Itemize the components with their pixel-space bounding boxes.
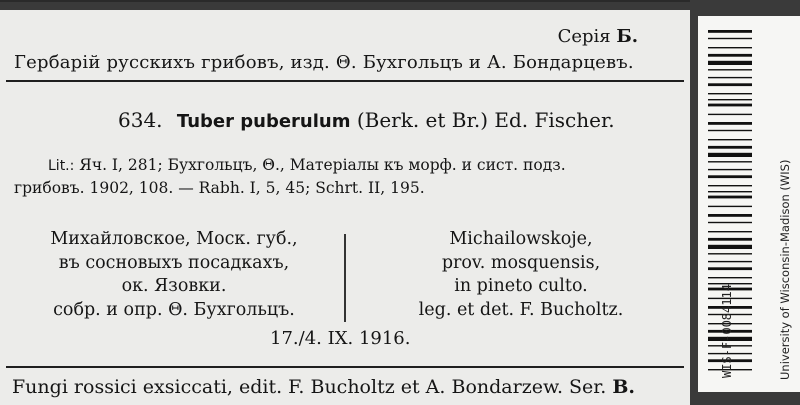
species-name (118, 108, 615, 132)
barcode-bar (708, 77, 752, 78)
footer-text: Fungi rossici exsiccati, edit. F. Bucholtz et A. Bondarzew. Ser. (12, 376, 613, 398)
label-top-edge (0, 2, 690, 10)
barcode-bar (708, 185, 752, 186)
literature-key: Lit.: (48, 158, 75, 174)
barcode-bar (708, 175, 752, 178)
locality-ru-line: собр. и опр. Θ. Бухгольцъ. (53, 299, 295, 320)
barcode-bar (708, 214, 752, 217)
footer-series-letter: B. (612, 376, 636, 398)
barcode-bar (708, 231, 752, 232)
barcode-bar (708, 54, 752, 57)
label-footer (12, 376, 635, 398)
barcode-institution: University of Wisconsin-Madison (WIS) (778, 159, 792, 380)
herbarium-label (0, 2, 690, 405)
literature-text-1: Яч. I, 281; Бухгольцъ, Θ., Матеріалы къ морф. и сист. подз. (79, 156, 566, 174)
barcode-bar (708, 206, 752, 207)
barcode-bar (708, 245, 752, 249)
locality-latin (376, 228, 666, 322)
barcode-bar (708, 253, 752, 254)
header-rule (6, 80, 684, 82)
barcode-bar (708, 161, 752, 162)
barcode-bar (708, 191, 752, 192)
literature-line-1 (48, 156, 566, 174)
barcode-bar (708, 222, 752, 223)
barcode-bar (708, 38, 752, 39)
barcode-bar (708, 61, 752, 65)
species-author: (Berk. et Br.) Ed. Fischer. (356, 108, 615, 132)
barcode-bar (708, 93, 752, 94)
column-divider (344, 234, 346, 322)
locality-lat-line: prov. mosquensis, (441, 252, 601, 273)
barcode-bar (708, 30, 752, 33)
barcode-label (698, 16, 800, 392)
barcode-bar (708, 196, 752, 199)
barcode-bar (708, 130, 752, 131)
barcode-bar (708, 139, 752, 140)
barcode-bar (708, 122, 752, 125)
barcode-number: WIS-F-0084114 (720, 284, 734, 378)
barcode-bar (708, 146, 752, 149)
label-header: Гербарій русскихъ грибовъ, изд. Θ. Бухгольцъ и А. Бондарцевъ. (14, 52, 634, 73)
locality-lat-line: leg. et det. F. Bucholtz. (418, 299, 624, 320)
barcode-bar (708, 153, 752, 157)
species-binomial: Tuber puberulum (176, 111, 351, 132)
barcode-bar (708, 104, 752, 107)
barcode-bar (708, 47, 752, 48)
collection-date: 17./4. IX. 1916. (270, 328, 411, 349)
locality-lat-line: in pineto culto. (454, 276, 588, 296)
barcode-bar (708, 169, 752, 170)
locality-lat-line: Michailowskoje, (449, 229, 593, 249)
series-letter: Б. (616, 26, 638, 47)
species-number: 634. (118, 108, 163, 132)
locality-ru-line: Михайловское, Моск. губ., (50, 229, 298, 249)
barcode-bar (708, 267, 752, 270)
barcode-bar (708, 261, 752, 262)
footer-rule (6, 366, 684, 368)
literature-line-2: грибовъ. 1902, 108. — Rabh. I, 5, 45; Schrt. II, 195. (14, 179, 425, 197)
locality-ru-line: ок. Язовки. (121, 276, 227, 296)
series-text: Серія (557, 26, 617, 47)
barcode-bar (708, 99, 752, 100)
barcode-bar (708, 114, 752, 115)
locality-russian (18, 228, 330, 322)
barcode-bar (708, 277, 752, 278)
locality-ru-line: въ сосновыхъ посадкахъ, (58, 252, 290, 273)
series-designation (558, 26, 638, 47)
barcode-bar (708, 238, 752, 241)
barcode-bar (708, 83, 752, 86)
barcode-bar (708, 69, 752, 70)
